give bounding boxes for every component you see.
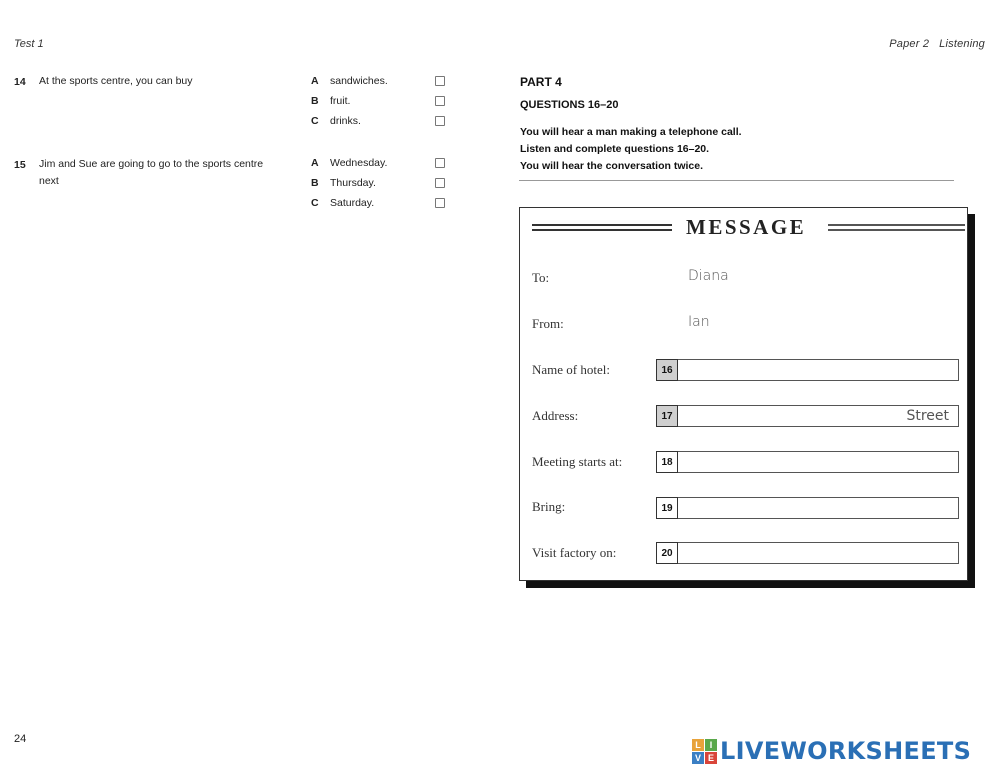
- option-letter: C: [311, 197, 319, 209]
- test-label: Test 1: [14, 38, 44, 50]
- paper-label: Paper 2: [889, 38, 930, 50]
- answer-20-number: 20: [656, 542, 678, 564]
- instruction-line: Listen and complete questions 16–20.: [520, 143, 710, 155]
- answer-16-number: 16: [656, 359, 678, 381]
- answer-19-number: 19: [656, 497, 678, 519]
- title-rule-right: [828, 224, 965, 231]
- question-15-text-line1: Jim and Sue are going to go to the sports centre: [39, 158, 264, 170]
- option-checkbox[interactable]: [435, 76, 445, 86]
- instruction-line: You will hear a man making a telephone call.: [520, 126, 742, 138]
- question-14-options: [311, 71, 445, 131]
- option-checkbox[interactable]: [435, 178, 445, 188]
- to-label: To:: [532, 270, 550, 285]
- logo-tile: I: [705, 739, 717, 751]
- answer-19-row: [656, 497, 959, 519]
- answer-16-row: [656, 359, 959, 381]
- message-form: [519, 207, 968, 581]
- street-suffix: Street: [906, 408, 949, 424]
- part-title: PART 4: [520, 75, 562, 89]
- to-value: Diana: [688, 268, 729, 284]
- answer-19-input[interactable]: [678, 497, 959, 519]
- option-checkbox[interactable]: [435, 116, 445, 126]
- instruction-line: You will hear the conversation twice.: [520, 160, 704, 172]
- question-15-options: [311, 153, 445, 213]
- question-15-number: 15: [14, 159, 26, 171]
- question-14-option-b[interactable]: [311, 91, 445, 111]
- title-rule-left: [532, 224, 672, 231]
- answer-17-row: [656, 405, 959, 427]
- answer-18-input[interactable]: [678, 451, 959, 473]
- hotel-name-label: Name of hotel:: [532, 362, 610, 377]
- instructions: [520, 124, 742, 175]
- question-15-option-c[interactable]: [311, 193, 445, 213]
- answer-20-input[interactable]: [678, 542, 959, 564]
- logo-tile: E: [705, 752, 717, 764]
- question-15-text: [39, 156, 289, 190]
- option-letter: B: [311, 177, 319, 189]
- page-number: 24: [14, 733, 27, 745]
- question-14-option-c[interactable]: [311, 111, 445, 131]
- question-14-text-line1: At the sports centre, you can buy: [39, 75, 193, 87]
- question-14-number: 14: [14, 76, 26, 88]
- answer-17-number: 17: [656, 405, 678, 427]
- option-letter: C: [311, 115, 319, 127]
- message-title: MESSAGE: [686, 215, 807, 239]
- answer-18-number: 18: [656, 451, 678, 473]
- paper-header: [889, 38, 985, 50]
- from-label: From:: [532, 316, 564, 331]
- logo-icon: [692, 739, 717, 764]
- divider: [519, 180, 954, 181]
- visit-factory-label: Visit factory on:: [532, 545, 617, 560]
- option-text: sandwiches.: [330, 75, 388, 87]
- section-label: Listening: [939, 38, 985, 50]
- logo-text: LIVEWORKSHEETS: [720, 737, 972, 765]
- option-text: Saturday.: [330, 197, 375, 209]
- bring-label: Bring:: [532, 499, 566, 514]
- question-15-text-line2: next: [39, 175, 59, 187]
- question-15-option-a[interactable]: [311, 153, 445, 173]
- answer-20-row: [656, 542, 959, 564]
- address-label: Address:: [532, 408, 579, 423]
- option-text: Wednesday.: [330, 157, 388, 169]
- option-letter: A: [311, 157, 319, 169]
- option-text: fruit.: [330, 95, 351, 107]
- from-value: Ian: [688, 314, 710, 330]
- meeting-start-label: Meeting starts at:: [532, 454, 623, 469]
- option-checkbox[interactable]: [435, 158, 445, 168]
- answer-16-input[interactable]: [678, 359, 959, 381]
- question-14-option-a[interactable]: [311, 71, 445, 91]
- question-14-text: [39, 73, 289, 90]
- liveworksheets-logo[interactable]: [692, 737, 971, 765]
- option-checkbox[interactable]: [435, 96, 445, 106]
- option-letter: B: [311, 95, 319, 107]
- logo-tile: V: [692, 752, 704, 764]
- answer-18-row: [656, 451, 959, 473]
- option-text: drinks.: [330, 115, 361, 127]
- option-text: Thursday.: [330, 177, 376, 189]
- logo-tile: L: [692, 739, 704, 751]
- option-checkbox[interactable]: [435, 198, 445, 208]
- questions-range: QUESTIONS 16–20: [520, 99, 619, 111]
- question-15-option-b[interactable]: [311, 173, 445, 193]
- option-letter: A: [311, 75, 319, 87]
